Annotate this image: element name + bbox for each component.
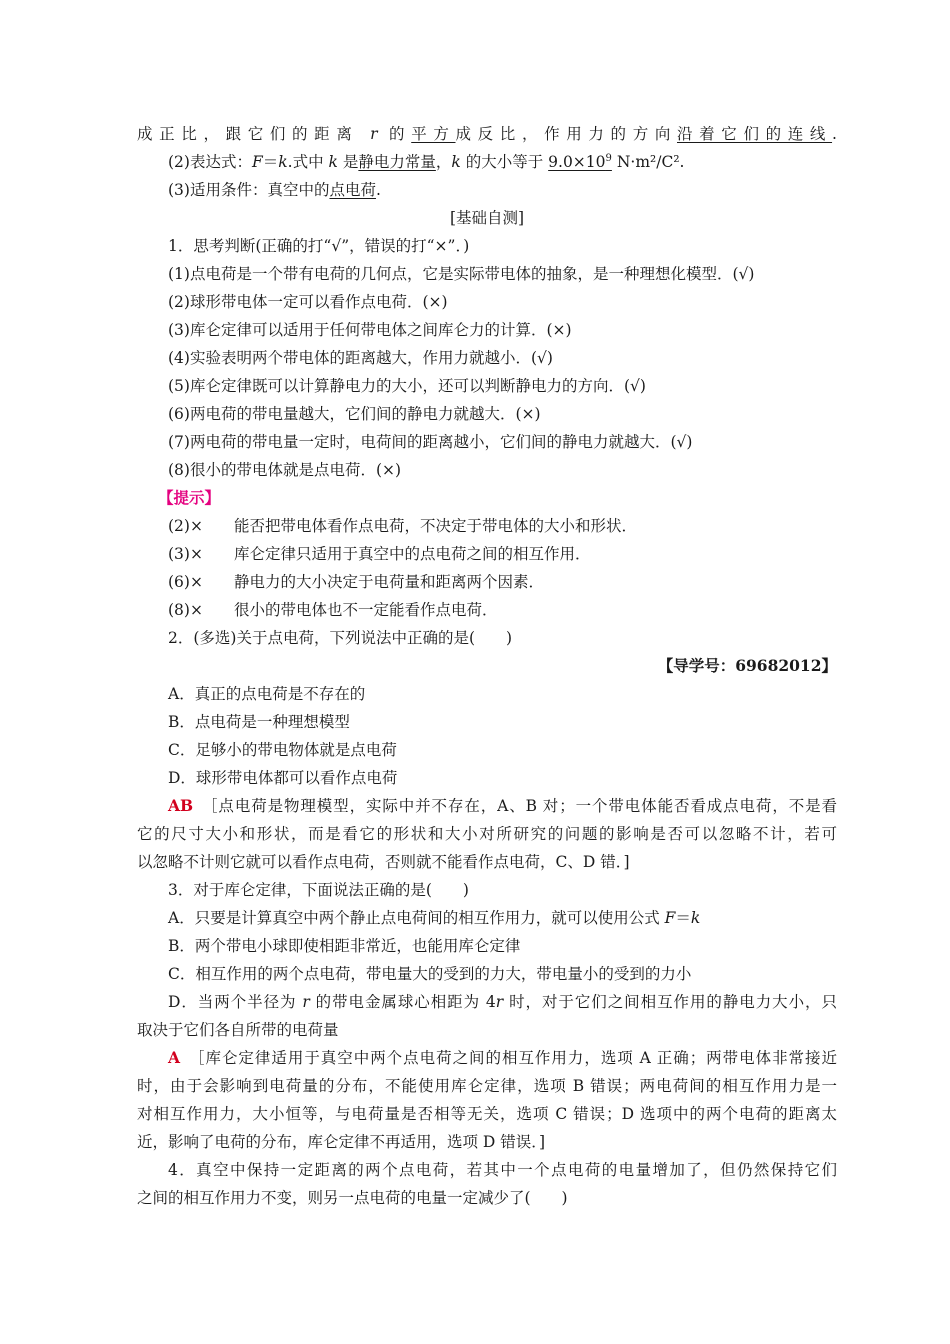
guide-number: 【导学号：69682012】 bbox=[657, 656, 837, 675]
hint-item: (3)× 库仑定律只适用于真空中的点电荷之间的相互作用． bbox=[168, 545, 591, 563]
judgement-item: (8)很小的带电体就是点电荷．(×) bbox=[168, 461, 402, 479]
explanation-line: 它的尺寸大小和形状，而是看它的形状和大小对所研究的问题的影响是否可以忽略不计，若可 bbox=[137, 825, 837, 843]
option-d: D．当两个半径为 r 的带电金属球心相距为 4r 时，对于它们之间相互作用的静电力大小，只 bbox=[168, 993, 837, 1011]
question-stem: 3．对于库仑定律，下面说法正确的是( ) bbox=[168, 881, 469, 899]
option-a: A．只要是计算真空中两个静止点电荷间的相互作用力，就可以使用公式 F＝k bbox=[168, 909, 701, 927]
underlined-value: $9.0\times 10^9$ bbox=[548, 153, 612, 171]
hint-label: 【提示】 bbox=[158, 488, 221, 507]
judgement-item: (5)库仑定律既可以计算静电力的大小，还可以判断静电力的方向．(√) bbox=[168, 377, 646, 395]
option-b: B．点电荷是一种理想模型 bbox=[168, 713, 350, 731]
hint-item: (6)× 静电力的大小决定于电荷量和距离两个因素． bbox=[168, 573, 544, 591]
text-line: 成正比，跟它们的距离 r 的平方成反比，作用力的方向沿着它们的连线. bbox=[137, 125, 837, 143]
judgement-item: (3)库仑定律可以适用于任何带电体之间库仑力的计算．(×) bbox=[168, 321, 572, 339]
explanation-line: 对相互作用力，大小恒等，与电荷量是否相等无关，选项 C 错误；D 选项中的两个电荷的距离太 bbox=[137, 1105, 837, 1123]
hint-item: (8)× 很小的带电体也不一定能看作点电荷． bbox=[168, 601, 498, 619]
option-c: C．相互作用的两个点电荷，带电量大的受到的力大，带电量小的受到的力小 bbox=[168, 965, 692, 983]
hint-item: (2)× 能否把带电体看作点电荷，不决定于带电体的大小和形状． bbox=[168, 517, 637, 535]
underlined-term: 点电荷 bbox=[329, 181, 376, 199]
section-heading: [基础自测] bbox=[449, 209, 525, 227]
option-d-continued: 取决于它们各自所带的电荷量 bbox=[137, 1021, 339, 1039]
judgement-item: (7)两电荷的带电量一定时，电荷间的距离越小，它们间的静电力就越大．(√) bbox=[168, 433, 693, 451]
answer-line: A ［库仑定律适用于真空中两个点电荷之间的相互作用力，选项 A 正确；两带电体非常接近 bbox=[168, 1048, 837, 1067]
judgement-item: (4)实验表明两个带电体的距离越大，作用力就越小．(√) bbox=[168, 349, 553, 367]
underlined-term: 平方 bbox=[411, 125, 456, 143]
option-d: D．球形带电体都可以看作点电荷 bbox=[168, 769, 398, 787]
underlined-term: 静电力常量 bbox=[358, 153, 436, 171]
question-stem: 1．思考判断(正确的打“√”，错误的打“×”．) bbox=[168, 237, 470, 255]
question-stem: 4．真空中保持一定距离的两个点电荷，若其中一个点电荷的电量增加了，但仍然保持它们 bbox=[168, 1161, 837, 1179]
answer-line: AB ［点电荷是物理模型，实际中并不存在，A、B 对；一个带电体能否看成点电荷，不是看 bbox=[168, 796, 837, 815]
judgement-item: (2)球形带电体一定可以看作点电荷．(×) bbox=[168, 293, 448, 311]
option-c: C．足够小的带电物体就是点电荷 bbox=[168, 741, 397, 759]
answer-key: A bbox=[168, 1048, 181, 1067]
explanation-line: 近，影响了电荷的分布，库仑定律不再适用，选项 D 错误．] bbox=[137, 1133, 546, 1151]
text-line: (2)表达式：F＝k.式中 k 是静电力常量，k 的大小等于 $9.0\times 10^9$ N·m²/C². bbox=[168, 153, 685, 171]
explanation-line: 以忽略不计则它就可以看作点电荷，否则就不能看作点电荷，C、D 错．] bbox=[137, 853, 630, 871]
option-b: B．两个带电小球即使相距非常近，也能用库仑定律 bbox=[168, 937, 521, 955]
answer-key: AB bbox=[168, 796, 194, 815]
underlined-term: 沿着它们的连线 bbox=[677, 125, 833, 143]
judgement-item: (1)点电荷是一个带有电荷的几何点，它是实际带电体的抽象，是一种理想化模型．(√) bbox=[168, 265, 755, 283]
question-stem: 2．(多选)关于点电荷，下列说法中正确的是( ) bbox=[168, 629, 513, 647]
judgement-item: (6)两电荷的带电量越大，它们间的静电力就越大．(×) bbox=[168, 405, 541, 423]
question-stem-continued: 之间的相互作用力不变，则另一点电荷的电量一定减少了( ) bbox=[137, 1189, 568, 1207]
explanation-line: 时，由于会影响到电荷量的分布，不能使用库仑定律，选项 B 错误；两电荷间的相互作用力是一 bbox=[137, 1077, 837, 1095]
option-a: A．真正的点电荷是不存在的 bbox=[168, 685, 366, 703]
text-line: (3)适用条件：真空中的点电荷. bbox=[168, 181, 381, 199]
